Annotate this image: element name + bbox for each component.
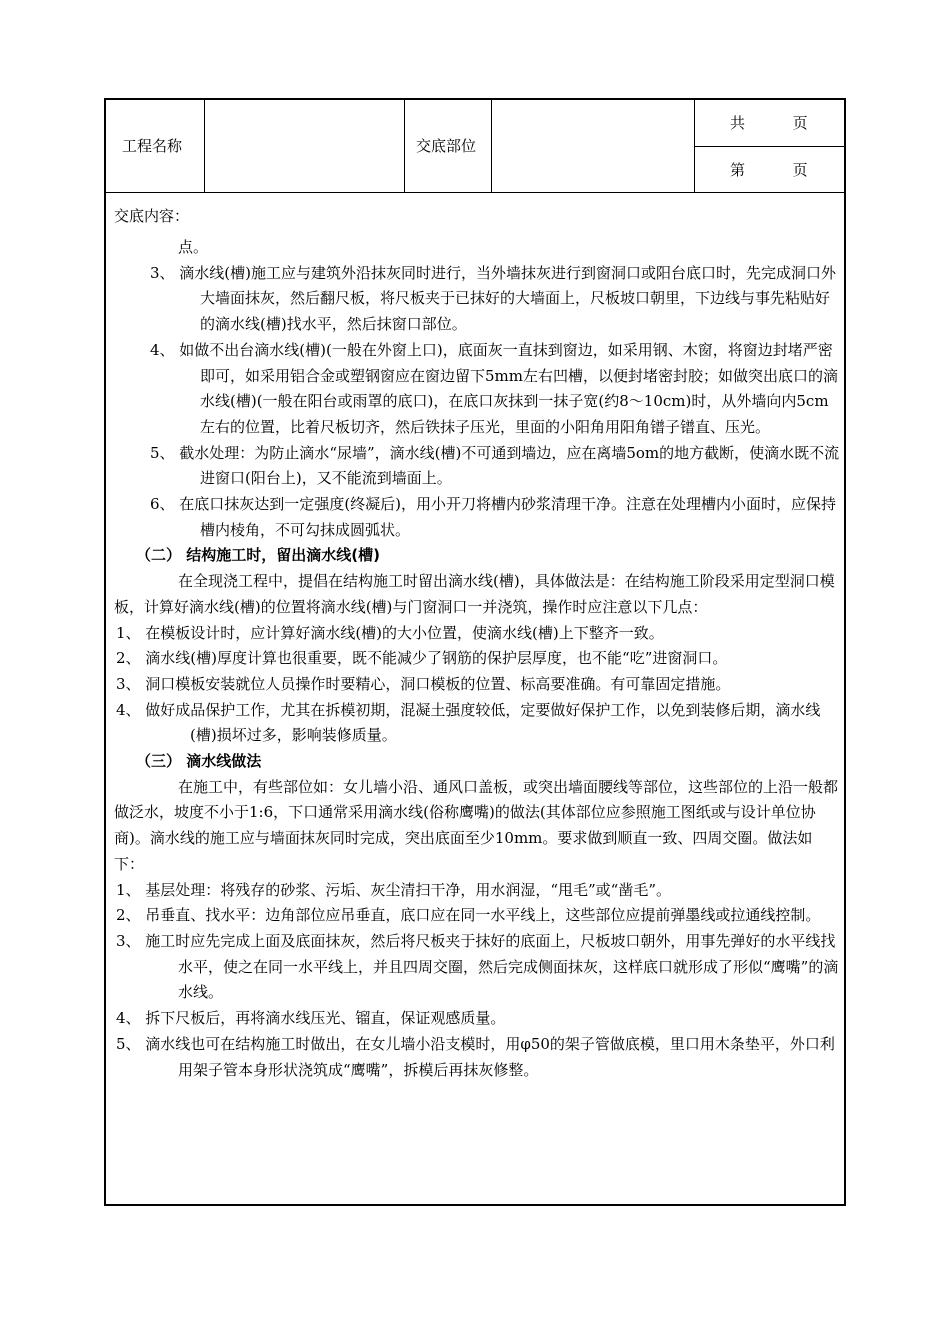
paragraph: 在施工中，有些部位如：女儿墙小沿、通风口盖板，或突出墙面腰线等部位，这些部位的上沿一般都做泛水，坡度不小于1:6，下口通常采用滴水线(俗称鹰嘴)的做法(其体部位应参照施工图纸或与设计单位协商)。滴水线的施工应与墙面抹灰同时完成，突出底面至少10mm。要求做到顺直一致、四周交圈。做法如下：: [114, 777, 839, 873]
list-item: 4、 如做不出台滴水线(槽)(一般在外窗上口)，底面灰一直抹到窗边，如采用钢、木窗，将窗边封堵严密即可，如采用铝合金或塑钢窗应在窗边留下5mm左右凹槽，以便封堵密封胶；如做突出底口的滴水线(槽)(一般在阳台或雨罩的底口)，在底口灰抹到一抹子宽(约8～10cm)时，从外墙向内5cm左右的位置，比着尺板切齐，然后铁抹子压光，里面的小阳角用阳角镨子镨直、压光。: [150, 340, 838, 436]
section-title: （三） 滴水线做法: [136, 752, 262, 771]
section-title: （二） 结构施工时，留出滴水线(槽): [136, 546, 380, 565]
column-divider: [204, 100, 205, 192]
list-item: 1、 基层处理：将残存的砂浆、污垢、灰尘清扫干净，用水润湿，“甩毛”或“凿毛”。: [116, 880, 671, 899]
text-line: 点。: [178, 238, 209, 256]
total-pages-label: 共 页: [730, 114, 808, 132]
list-item: 4、 拆下尺板后，再将滴水线压光、镏直，保证观感质量。: [116, 1009, 506, 1028]
form-header: [106, 100, 844, 193]
list-item: 3、 洞口模板安装就位人员操作时要精心，洞口模板的位置、标高要准确。有可靠固定措施。: [116, 674, 731, 693]
column-divider: [404, 100, 405, 192]
list-item: 2、 吊垂直、找水平：边角部位应吊垂直，底口应在同一水平线上，这些部位应提前弹墨线或拉通线控制。: [116, 906, 821, 925]
row-divider: [694, 146, 844, 147]
disclosure-location-label: 交底部位: [416, 137, 477, 155]
paragraph: 在全现浇工程中，提倡在结构施工时留出滴水线(槽)，具体做法是：在结构施工阶段采用定型洞口模板，计算好滴水线(槽)的位置将滴水线(槽)与门窗洞口一并浇筑，操作时应注意以下几点：: [114, 572, 835, 616]
list-item: 4、 做好成品保护工作，尤其在拆模初期，混凝土强度较低，定要做好保护工作，以免到装修后期，滴水线(槽)损坏过多，影响装修质量。: [116, 700, 821, 745]
list-item: 6、 在底口抹灰达到一定强度(终凝后)，用小开刀将槽内砂浆清理干净。注意在处理槽内小面时，应保持槽内棱角，不可勾抹成圆弧状。: [150, 495, 837, 539]
list-item: 5、 截水处理：为防止滴水“尿墙”，滴水线(槽)不可通到墙边，应在离墙5om的地方截断，使滴水既不流进窗口(阳台上)，又不能流到墙面上。: [150, 443, 840, 488]
list-item: 3、 施工时应先完成上面及底面抹灰，然后将尺板夹于抹好的底面上，尺板坡口朝外，用事先弹好的水平线找水平，使之在同一水平线上，并且四周交圈，然后完成侧面抹灰，这样底口就形成了形似“鹰嘴”的滴水线。: [116, 931, 839, 1002]
page-number-label: 第 页: [730, 161, 808, 179]
list-item: 1、 在模板设计时，应计算好滴水线(槽)的大小位置，使滴水线(槽)上下整齐一致。: [116, 623, 664, 642]
list-item: 3、 滴水线(槽)施工应与建筑外沿抹灰同时进行，当外墙抹灰进行到窗洞口或阳台底口时，先完成洞口外大墙面抹灰，然后翻尺板，将尺板夹于已抹好的大墙面上，尺板坡口朝里，下边线与事先粘贴好的滴水线(槽)找水平，然后抹窗口部位。: [150, 263, 837, 334]
list-item: 5、 滴水线也可在结构施工时做出，在女儿墙小沿支模时，用φ50的架子管做底模，里口用木条垫平，外口利用架子管本身形状浇筑成“鹰嘴”，拆模后再抹灰修整。: [116, 1034, 835, 1079]
content-text: [114, 235, 840, 1083]
content-label: 交底内容：: [114, 207, 190, 225]
column-divider: [491, 100, 492, 192]
list-item: 2、 滴水线(槽)厚度计算也很重要，既不能减少了钢筋的保护层厚度，也不能“吃”进窗洞口。: [116, 649, 728, 668]
project-name-label: 工程名称: [122, 137, 183, 155]
disclosure-form: [104, 98, 846, 1206]
